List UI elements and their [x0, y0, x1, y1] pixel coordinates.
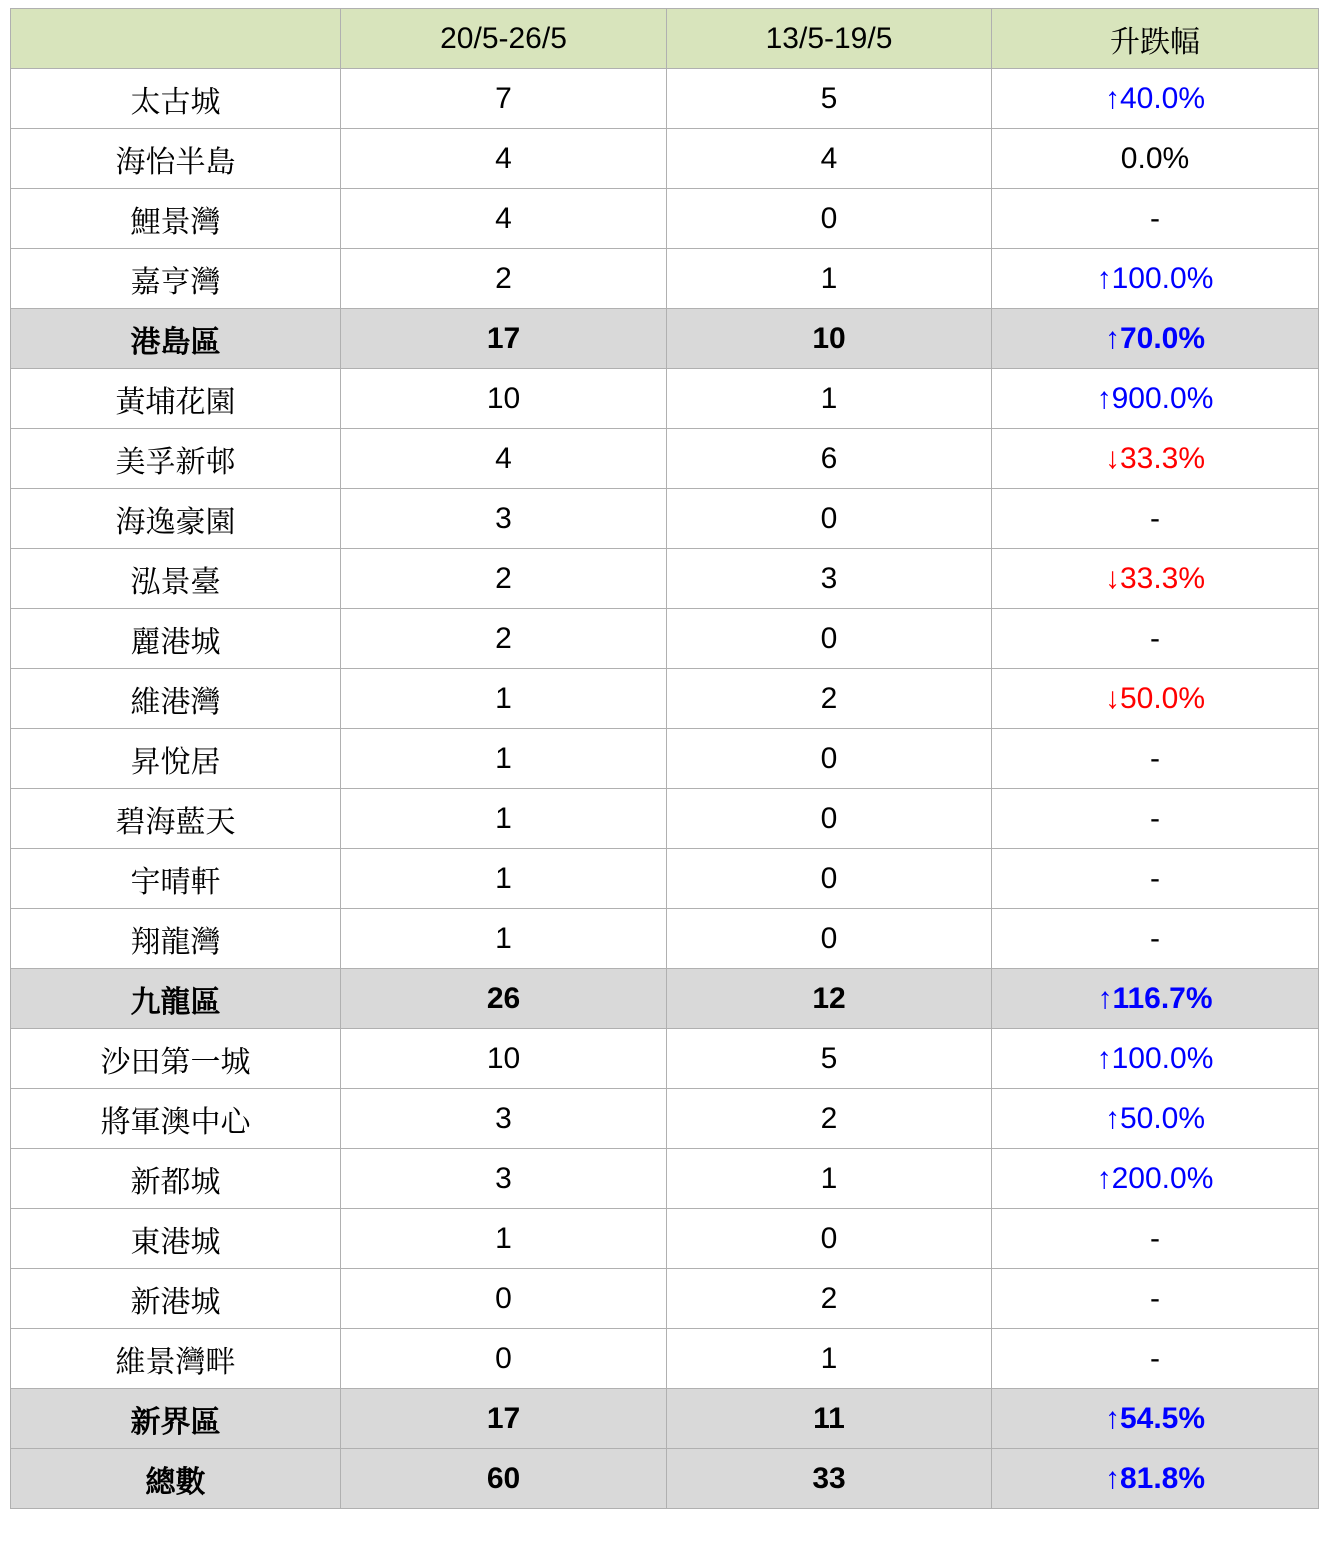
cell-estate-name: 嘉亨灣 — [11, 249, 341, 309]
table-row — [11, 429, 1319, 489]
column-header-previous-week: 13/5-19/5 — [667, 9, 992, 69]
cell-previous-week-count: 3 — [667, 549, 992, 609]
cell-change-percent: - — [992, 1269, 1319, 1329]
table-row — [11, 1089, 1319, 1149]
cell-current-week-count: 2 — [341, 609, 667, 669]
cell-change-percent: ↑81.8% — [992, 1449, 1319, 1509]
cell-previous-week-count: 2 — [667, 1089, 992, 1149]
cell-estate-name: 九龍區 — [11, 969, 341, 1029]
cell-estate-name: 維景灣畔 — [11, 1329, 341, 1389]
table-row — [11, 369, 1319, 429]
cell-estate-name: 泓景臺 — [11, 549, 341, 609]
cell-estate-name: 新界區 — [11, 1389, 341, 1449]
table-row — [11, 1329, 1319, 1389]
cell-previous-week-count: 0 — [667, 909, 992, 969]
cell-current-week-count: 1 — [341, 729, 667, 789]
table-row — [11, 849, 1319, 909]
table-body — [11, 69, 1319, 1509]
cell-previous-week-count: 0 — [667, 609, 992, 669]
cell-change-percent: - — [992, 909, 1319, 969]
cell-current-week-count: 2 — [341, 249, 667, 309]
table-row — [11, 129, 1319, 189]
cell-current-week-count: 1 — [341, 849, 667, 909]
cell-previous-week-count: 4 — [667, 129, 992, 189]
cell-estate-name: 東港城 — [11, 1209, 341, 1269]
cell-change-percent: ↓33.3% — [992, 549, 1319, 609]
cell-current-week-count: 10 — [341, 1029, 667, 1089]
cell-estate-name: 新都城 — [11, 1149, 341, 1209]
table-row — [11, 309, 1319, 369]
cell-estate-name: 翔龍灣 — [11, 909, 341, 969]
cell-previous-week-count: 0 — [667, 489, 992, 549]
cell-previous-week-count: 0 — [667, 789, 992, 849]
cell-change-percent: - — [992, 609, 1319, 669]
table-row — [11, 69, 1319, 129]
cell-estate-name: 維港灣 — [11, 669, 341, 729]
cell-previous-week-count: 5 — [667, 1029, 992, 1089]
cell-change-percent: - — [992, 1209, 1319, 1269]
cell-previous-week-count: 0 — [667, 1209, 992, 1269]
table-row — [11, 549, 1319, 609]
cell-estate-name: 宇晴軒 — [11, 849, 341, 909]
cell-previous-week-count: 0 — [667, 189, 992, 249]
cell-previous-week-count: 1 — [667, 1149, 992, 1209]
cell-previous-week-count: 11 — [667, 1389, 992, 1449]
table-row — [11, 1449, 1319, 1509]
cell-previous-week-count: 10 — [667, 309, 992, 369]
cell-previous-week-count: 12 — [667, 969, 992, 1029]
table-row — [11, 1149, 1319, 1209]
cell-estate-name: 海怡半島 — [11, 129, 341, 189]
column-header-current-week: 20/5-26/5 — [341, 9, 667, 69]
cell-estate-name: 碧海藍天 — [11, 789, 341, 849]
table-row — [11, 729, 1319, 789]
cell-current-week-count: 17 — [341, 1389, 667, 1449]
table-row — [11, 909, 1319, 969]
table-row — [11, 669, 1319, 729]
cell-current-week-count: 4 — [341, 189, 667, 249]
cell-change-percent: ↑100.0% — [992, 1029, 1319, 1089]
cell-estate-name: 將軍澳中心 — [11, 1089, 341, 1149]
cell-estate-name: 美孚新邨 — [11, 429, 341, 489]
cell-current-week-count: 4 — [341, 429, 667, 489]
cell-estate-name: 鯉景灣 — [11, 189, 341, 249]
cell-change-percent: ↑40.0% — [992, 69, 1319, 129]
cell-change-percent: - — [992, 729, 1319, 789]
cell-current-week-count: 3 — [341, 1149, 667, 1209]
cell-change-percent: ↑100.0% — [992, 249, 1319, 309]
cell-previous-week-count: 1 — [667, 1329, 992, 1389]
cell-change-percent: - — [992, 789, 1319, 849]
table-row — [11, 1269, 1319, 1329]
cell-current-week-count: 2 — [341, 549, 667, 609]
cell-current-week-count: 3 — [341, 489, 667, 549]
cell-change-percent: ↑70.0% — [992, 309, 1319, 369]
table-row — [11, 489, 1319, 549]
cell-current-week-count: 4 — [341, 129, 667, 189]
cell-current-week-count: 1 — [341, 1209, 667, 1269]
cell-change-percent: - — [992, 1329, 1319, 1389]
cell-previous-week-count: 2 — [667, 1269, 992, 1329]
cell-current-week-count: 1 — [341, 909, 667, 969]
cell-current-week-count: 26 — [341, 969, 667, 1029]
cell-estate-name: 海逸豪園 — [11, 489, 341, 549]
cell-previous-week-count: 0 — [667, 849, 992, 909]
cell-current-week-count: 3 — [341, 1089, 667, 1149]
cell-current-week-count: 0 — [341, 1329, 667, 1389]
table-row — [11, 789, 1319, 849]
cell-current-week-count: 60 — [341, 1449, 667, 1509]
column-header-estate — [11, 9, 341, 69]
cell-current-week-count: 17 — [341, 309, 667, 369]
cell-estate-name: 麗港城 — [11, 609, 341, 669]
estate-transactions-table — [10, 8, 1319, 1509]
cell-change-percent: 0.0% — [992, 129, 1319, 189]
cell-current-week-count: 7 — [341, 69, 667, 129]
cell-previous-week-count: 6 — [667, 429, 992, 489]
cell-current-week-count: 1 — [341, 669, 667, 729]
table-row — [11, 969, 1319, 1029]
cell-change-percent: ↓50.0% — [992, 669, 1319, 729]
cell-change-percent: - — [992, 489, 1319, 549]
cell-change-percent: ↓33.3% — [992, 429, 1319, 489]
table-row — [11, 189, 1319, 249]
cell-estate-name: 黃埔花園 — [11, 369, 341, 429]
cell-previous-week-count: 1 — [667, 369, 992, 429]
cell-estate-name: 太古城 — [11, 69, 341, 129]
table-row — [11, 1029, 1319, 1089]
cell-change-percent: ↑200.0% — [992, 1149, 1319, 1209]
cell-estate-name: 總數 — [11, 1449, 341, 1509]
cell-change-percent: ↑900.0% — [992, 369, 1319, 429]
cell-estate-name: 沙田第一城 — [11, 1029, 341, 1089]
cell-change-percent: ↑116.7% — [992, 969, 1319, 1029]
cell-change-percent: - — [992, 849, 1319, 909]
cell-current-week-count: 0 — [341, 1269, 667, 1329]
cell-change-percent: - — [992, 189, 1319, 249]
cell-change-percent: ↑54.5% — [992, 1389, 1319, 1449]
cell-previous-week-count: 5 — [667, 69, 992, 129]
table-row — [11, 609, 1319, 669]
cell-change-percent: ↑50.0% — [992, 1089, 1319, 1149]
table-row — [11, 1209, 1319, 1269]
table-header — [11, 9, 1319, 69]
cell-previous-week-count: 2 — [667, 669, 992, 729]
cell-previous-week-count: 1 — [667, 249, 992, 309]
cell-current-week-count: 10 — [341, 369, 667, 429]
cell-previous-week-count: 33 — [667, 1449, 992, 1509]
cell-current-week-count: 1 — [341, 789, 667, 849]
cell-estate-name: 昇悅居 — [11, 729, 341, 789]
table-row — [11, 249, 1319, 309]
cell-previous-week-count: 0 — [667, 729, 992, 789]
header-row — [11, 9, 1319, 69]
column-header-change: 升跌幅 — [992, 9, 1319, 69]
cell-estate-name: 新港城 — [11, 1269, 341, 1329]
cell-estate-name: 港島區 — [11, 309, 341, 369]
table-row — [11, 1389, 1319, 1449]
